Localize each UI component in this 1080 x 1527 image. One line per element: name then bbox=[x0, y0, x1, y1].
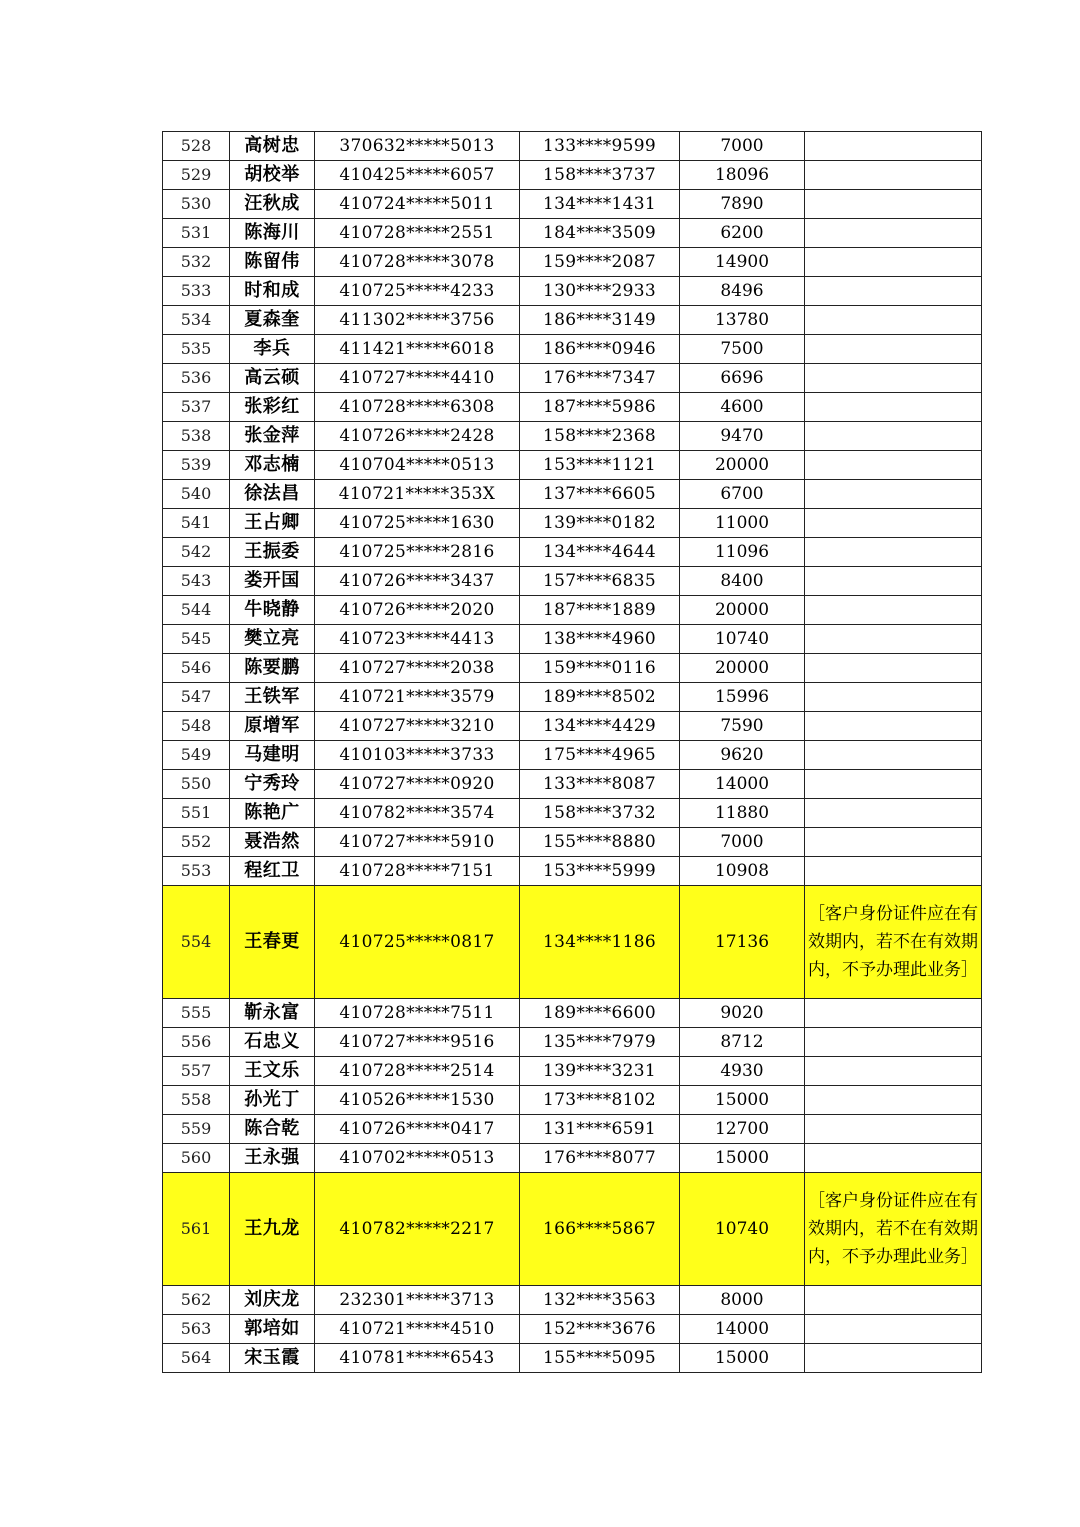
id-number: 410725*****2816 bbox=[315, 538, 520, 567]
table-row bbox=[163, 132, 982, 161]
table-row bbox=[163, 306, 982, 335]
amount: 8712 bbox=[680, 1028, 805, 1057]
phone-number: 158****3737 bbox=[520, 161, 680, 190]
customer-name: 王占卿 bbox=[230, 509, 315, 538]
id-number: 410725*****1630 bbox=[315, 509, 520, 538]
table-row bbox=[163, 1315, 982, 1344]
note bbox=[805, 1057, 982, 1086]
customer-name: 时和成 bbox=[230, 277, 315, 306]
row-number: 554 bbox=[163, 886, 230, 999]
table-row bbox=[163, 1115, 982, 1144]
table-row bbox=[163, 596, 982, 625]
customer-name: 胡校举 bbox=[230, 161, 315, 190]
row-number: 561 bbox=[163, 1173, 230, 1286]
phone-number: 186****3149 bbox=[520, 306, 680, 335]
table-row bbox=[163, 828, 982, 857]
note bbox=[805, 277, 982, 306]
row-number: 544 bbox=[163, 596, 230, 625]
id-number: 410727*****9516 bbox=[315, 1028, 520, 1057]
amount: 10740 bbox=[680, 625, 805, 654]
row-number: 548 bbox=[163, 712, 230, 741]
table-row bbox=[163, 1057, 982, 1086]
id-number: 410704*****0513 bbox=[315, 451, 520, 480]
row-number: 555 bbox=[163, 999, 230, 1028]
phone-number: 131****6591 bbox=[520, 1115, 680, 1144]
id-number: 410728*****3078 bbox=[315, 248, 520, 277]
row-number: 541 bbox=[163, 509, 230, 538]
phone-number: 134****1186 bbox=[520, 886, 680, 999]
note bbox=[805, 1086, 982, 1115]
customer-name: 夏森奎 bbox=[230, 306, 315, 335]
row-number: 553 bbox=[163, 857, 230, 886]
amount: 11880 bbox=[680, 799, 805, 828]
row-number: 543 bbox=[163, 567, 230, 596]
row-number: 529 bbox=[163, 161, 230, 190]
note bbox=[805, 1144, 982, 1173]
note bbox=[805, 451, 982, 480]
amount: 4600 bbox=[680, 393, 805, 422]
customer-name: 陈海川 bbox=[230, 219, 315, 248]
id-number: 410728*****7151 bbox=[315, 857, 520, 886]
table-row bbox=[163, 1086, 982, 1115]
table-row bbox=[163, 480, 982, 509]
note bbox=[805, 683, 982, 712]
note bbox=[805, 393, 982, 422]
id-number: 411302*****3756 bbox=[315, 306, 520, 335]
note bbox=[805, 828, 982, 857]
roster-body bbox=[163, 132, 982, 1373]
phone-number: 187****1889 bbox=[520, 596, 680, 625]
amount: 6200 bbox=[680, 219, 805, 248]
customer-name: 陈要鹏 bbox=[230, 654, 315, 683]
row-number: 530 bbox=[163, 190, 230, 219]
customer-name: 马建明 bbox=[230, 741, 315, 770]
id-number: 410425*****6057 bbox=[315, 161, 520, 190]
table-row bbox=[163, 277, 982, 306]
amount: 10740 bbox=[680, 1173, 805, 1286]
note bbox=[805, 1286, 982, 1315]
id-number: 410725*****0817 bbox=[315, 886, 520, 999]
table-row bbox=[163, 1173, 982, 1286]
id-number: 410728*****2514 bbox=[315, 1057, 520, 1086]
phone-number: 134****4429 bbox=[520, 712, 680, 741]
row-number: 552 bbox=[163, 828, 230, 857]
phone-number: 130****2933 bbox=[520, 277, 680, 306]
note bbox=[805, 306, 982, 335]
table-row bbox=[163, 799, 982, 828]
row-number: 559 bbox=[163, 1115, 230, 1144]
customer-name: 原增军 bbox=[230, 712, 315, 741]
note bbox=[805, 857, 982, 886]
amount: 7890 bbox=[680, 190, 805, 219]
table-row bbox=[163, 1344, 982, 1373]
amount: 9020 bbox=[680, 999, 805, 1028]
row-number: 562 bbox=[163, 1286, 230, 1315]
amount: 11096 bbox=[680, 538, 805, 567]
row-number: 540 bbox=[163, 480, 230, 509]
note bbox=[805, 1115, 982, 1144]
phone-number: 155****5095 bbox=[520, 1344, 680, 1373]
row-number: 535 bbox=[163, 335, 230, 364]
customer-name: 王铁军 bbox=[230, 683, 315, 712]
note bbox=[805, 654, 982, 683]
amount: 8400 bbox=[680, 567, 805, 596]
phone-number: 139****3231 bbox=[520, 1057, 680, 1086]
row-number: 532 bbox=[163, 248, 230, 277]
table-row bbox=[163, 335, 982, 364]
note bbox=[805, 132, 982, 161]
note bbox=[805, 741, 982, 770]
table-row bbox=[163, 683, 982, 712]
table-row bbox=[163, 625, 982, 654]
table-row bbox=[163, 1028, 982, 1057]
table-row bbox=[163, 654, 982, 683]
phone-number: 189****8502 bbox=[520, 683, 680, 712]
id-number: 410781*****6543 bbox=[315, 1344, 520, 1373]
row-number: 539 bbox=[163, 451, 230, 480]
amount: 10908 bbox=[680, 857, 805, 886]
customer-name: 汪秋成 bbox=[230, 190, 315, 219]
phone-number: 173****8102 bbox=[520, 1086, 680, 1115]
phone-number: 133****8087 bbox=[520, 770, 680, 799]
phone-number: 139****0182 bbox=[520, 509, 680, 538]
row-number: 531 bbox=[163, 219, 230, 248]
id-number: 410721*****353X bbox=[315, 480, 520, 509]
table-row bbox=[163, 219, 982, 248]
id-number: 410724*****5011 bbox=[315, 190, 520, 219]
amount: 20000 bbox=[680, 596, 805, 625]
amount: 7590 bbox=[680, 712, 805, 741]
phone-number: 135****7979 bbox=[520, 1028, 680, 1057]
phone-number: 159****0116 bbox=[520, 654, 680, 683]
note bbox=[805, 509, 982, 538]
phone-number: 157****6835 bbox=[520, 567, 680, 596]
phone-number: 155****8880 bbox=[520, 828, 680, 857]
id-number: 410103*****3733 bbox=[315, 741, 520, 770]
row-number: 551 bbox=[163, 799, 230, 828]
phone-number: 158****3732 bbox=[520, 799, 680, 828]
note bbox=[805, 161, 982, 190]
id-number: 410726*****3437 bbox=[315, 567, 520, 596]
amount: 14000 bbox=[680, 770, 805, 799]
row-number: 528 bbox=[163, 132, 230, 161]
row-number: 563 bbox=[163, 1315, 230, 1344]
id-number: 410726*****0417 bbox=[315, 1115, 520, 1144]
note: ［客户身份证件应在有效期内，若不在有效期内，不予办理此业务］ bbox=[805, 886, 982, 999]
note bbox=[805, 712, 982, 741]
id-number: 410702*****0513 bbox=[315, 1144, 520, 1173]
customer-name: 郭培如 bbox=[230, 1315, 315, 1344]
id-number: 410723*****4413 bbox=[315, 625, 520, 654]
id-number: 410727*****4410 bbox=[315, 364, 520, 393]
table-row bbox=[163, 422, 982, 451]
customer-name: 高云硕 bbox=[230, 364, 315, 393]
id-number: 410726*****2428 bbox=[315, 422, 520, 451]
phone-number: 159****2087 bbox=[520, 248, 680, 277]
phone-number: 175****4965 bbox=[520, 741, 680, 770]
note bbox=[805, 335, 982, 364]
amount: 14000 bbox=[680, 1315, 805, 1344]
note bbox=[805, 567, 982, 596]
table-row bbox=[163, 393, 982, 422]
table-row bbox=[163, 509, 982, 538]
table-row bbox=[163, 364, 982, 393]
table-row bbox=[163, 712, 982, 741]
id-number: 410726*****2020 bbox=[315, 596, 520, 625]
row-number: 542 bbox=[163, 538, 230, 567]
row-number: 545 bbox=[163, 625, 230, 654]
customer-name: 徐法昌 bbox=[230, 480, 315, 509]
amount: 13780 bbox=[680, 306, 805, 335]
amount: 6696 bbox=[680, 364, 805, 393]
table-row bbox=[163, 161, 982, 190]
table-row bbox=[163, 567, 982, 596]
phone-number: 153****5999 bbox=[520, 857, 680, 886]
id-number: 411421*****6018 bbox=[315, 335, 520, 364]
note bbox=[805, 596, 982, 625]
table-row bbox=[163, 857, 982, 886]
id-number: 410721*****4510 bbox=[315, 1315, 520, 1344]
table-row bbox=[163, 248, 982, 277]
note bbox=[805, 1028, 982, 1057]
row-number: 546 bbox=[163, 654, 230, 683]
amount: 9620 bbox=[680, 741, 805, 770]
table-row bbox=[163, 886, 982, 999]
amount: 7000 bbox=[680, 132, 805, 161]
id-number: 410727*****0920 bbox=[315, 770, 520, 799]
phone-number: 133****9599 bbox=[520, 132, 680, 161]
customer-name: 陈艳广 bbox=[230, 799, 315, 828]
table-row bbox=[163, 1286, 982, 1315]
phone-number: 153****1121 bbox=[520, 451, 680, 480]
customer-name: 张彩红 bbox=[230, 393, 315, 422]
note bbox=[805, 480, 982, 509]
table-row bbox=[163, 770, 982, 799]
id-number: 410728*****6308 bbox=[315, 393, 520, 422]
note bbox=[805, 770, 982, 799]
row-number: 557 bbox=[163, 1057, 230, 1086]
customer-name: 宁秀玲 bbox=[230, 770, 315, 799]
amount: 20000 bbox=[680, 451, 805, 480]
amount: 7500 bbox=[680, 335, 805, 364]
amount: 15996 bbox=[680, 683, 805, 712]
row-number: 556 bbox=[163, 1028, 230, 1057]
customer-name: 娄开国 bbox=[230, 567, 315, 596]
amount: 8496 bbox=[680, 277, 805, 306]
customer-name: 聂浩然 bbox=[230, 828, 315, 857]
table-row bbox=[163, 741, 982, 770]
id-number: 410727*****5910 bbox=[315, 828, 520, 857]
customer-name: 邓志楠 bbox=[230, 451, 315, 480]
customer-name: 宋玉霞 bbox=[230, 1344, 315, 1373]
customer-name: 孙光丁 bbox=[230, 1086, 315, 1115]
phone-number: 166****5867 bbox=[520, 1173, 680, 1286]
id-number: 410725*****4233 bbox=[315, 277, 520, 306]
row-number: 564 bbox=[163, 1344, 230, 1373]
phone-number: 158****2368 bbox=[520, 422, 680, 451]
id-number: 410728*****2551 bbox=[315, 219, 520, 248]
amount: 11000 bbox=[680, 509, 805, 538]
amount: 18096 bbox=[680, 161, 805, 190]
customer-name: 王永强 bbox=[230, 1144, 315, 1173]
row-number: 547 bbox=[163, 683, 230, 712]
note bbox=[805, 248, 982, 277]
phone-number: 134****1431 bbox=[520, 190, 680, 219]
row-number: 537 bbox=[163, 393, 230, 422]
customer-name: 靳永富 bbox=[230, 999, 315, 1028]
amount: 9470 bbox=[680, 422, 805, 451]
id-number: 232301*****3713 bbox=[315, 1286, 520, 1315]
phone-number: 138****4960 bbox=[520, 625, 680, 654]
phone-number: 187****5986 bbox=[520, 393, 680, 422]
note: ［客户身份证件应在有效期内，若不在有效期内，不予办理此业务］ bbox=[805, 1173, 982, 1286]
customer-name: 刘庆龙 bbox=[230, 1286, 315, 1315]
amount: 8000 bbox=[680, 1286, 805, 1315]
id-number: 410721*****3579 bbox=[315, 683, 520, 712]
id-number: 410526*****1530 bbox=[315, 1086, 520, 1115]
phone-number: 184****3509 bbox=[520, 219, 680, 248]
amount: 4930 bbox=[680, 1057, 805, 1086]
amount: 14900 bbox=[680, 248, 805, 277]
row-number: 549 bbox=[163, 741, 230, 770]
customer-name: 高树忠 bbox=[230, 132, 315, 161]
customer-name: 王振委 bbox=[230, 538, 315, 567]
row-number: 533 bbox=[163, 277, 230, 306]
amount: 20000 bbox=[680, 654, 805, 683]
amount: 17136 bbox=[680, 886, 805, 999]
phone-number: 134****4644 bbox=[520, 538, 680, 567]
note bbox=[805, 799, 982, 828]
table-row bbox=[163, 451, 982, 480]
amount: 7000 bbox=[680, 828, 805, 857]
customer-name: 程红卫 bbox=[230, 857, 315, 886]
customer-name: 王九龙 bbox=[230, 1173, 315, 1286]
phone-number: 132****3563 bbox=[520, 1286, 680, 1315]
table-row bbox=[163, 999, 982, 1028]
phone-number: 176****8077 bbox=[520, 1144, 680, 1173]
amount: 15000 bbox=[680, 1144, 805, 1173]
id-number: 410782*****2217 bbox=[315, 1173, 520, 1286]
note bbox=[805, 999, 982, 1028]
table-row bbox=[163, 1144, 982, 1173]
customer-name: 张金萍 bbox=[230, 422, 315, 451]
note bbox=[805, 1344, 982, 1373]
row-number: 538 bbox=[163, 422, 230, 451]
table-row bbox=[163, 538, 982, 567]
roster-table bbox=[162, 131, 982, 1373]
note bbox=[805, 538, 982, 567]
customer-name: 陈留伟 bbox=[230, 248, 315, 277]
id-number: 410727*****3210 bbox=[315, 712, 520, 741]
row-number: 534 bbox=[163, 306, 230, 335]
customer-name: 石忠义 bbox=[230, 1028, 315, 1057]
phone-number: 137****6605 bbox=[520, 480, 680, 509]
amount: 15000 bbox=[680, 1344, 805, 1373]
note bbox=[805, 190, 982, 219]
row-number: 560 bbox=[163, 1144, 230, 1173]
customer-name: 樊立亮 bbox=[230, 625, 315, 654]
phone-number: 186****0946 bbox=[520, 335, 680, 364]
amount: 12700 bbox=[680, 1115, 805, 1144]
note bbox=[805, 219, 982, 248]
customer-name: 李兵 bbox=[230, 335, 315, 364]
customer-name: 陈合乾 bbox=[230, 1115, 315, 1144]
note bbox=[805, 625, 982, 654]
table-row bbox=[163, 190, 982, 219]
note bbox=[805, 422, 982, 451]
customer-name: 王文乐 bbox=[230, 1057, 315, 1086]
customer-name: 王春更 bbox=[230, 886, 315, 999]
amount: 6700 bbox=[680, 480, 805, 509]
note bbox=[805, 1315, 982, 1344]
id-number: 410727*****2038 bbox=[315, 654, 520, 683]
id-number: 410728*****7511 bbox=[315, 999, 520, 1028]
row-number: 558 bbox=[163, 1086, 230, 1115]
customer-name: 牛晓静 bbox=[230, 596, 315, 625]
amount: 15000 bbox=[680, 1086, 805, 1115]
note bbox=[805, 364, 982, 393]
phone-number: 152****3676 bbox=[520, 1315, 680, 1344]
row-number: 550 bbox=[163, 770, 230, 799]
id-number: 370632*****5013 bbox=[315, 132, 520, 161]
phone-number: 176****7347 bbox=[520, 364, 680, 393]
phone-number: 189****6600 bbox=[520, 999, 680, 1028]
row-number: 536 bbox=[163, 364, 230, 393]
id-number: 410782*****3574 bbox=[315, 799, 520, 828]
